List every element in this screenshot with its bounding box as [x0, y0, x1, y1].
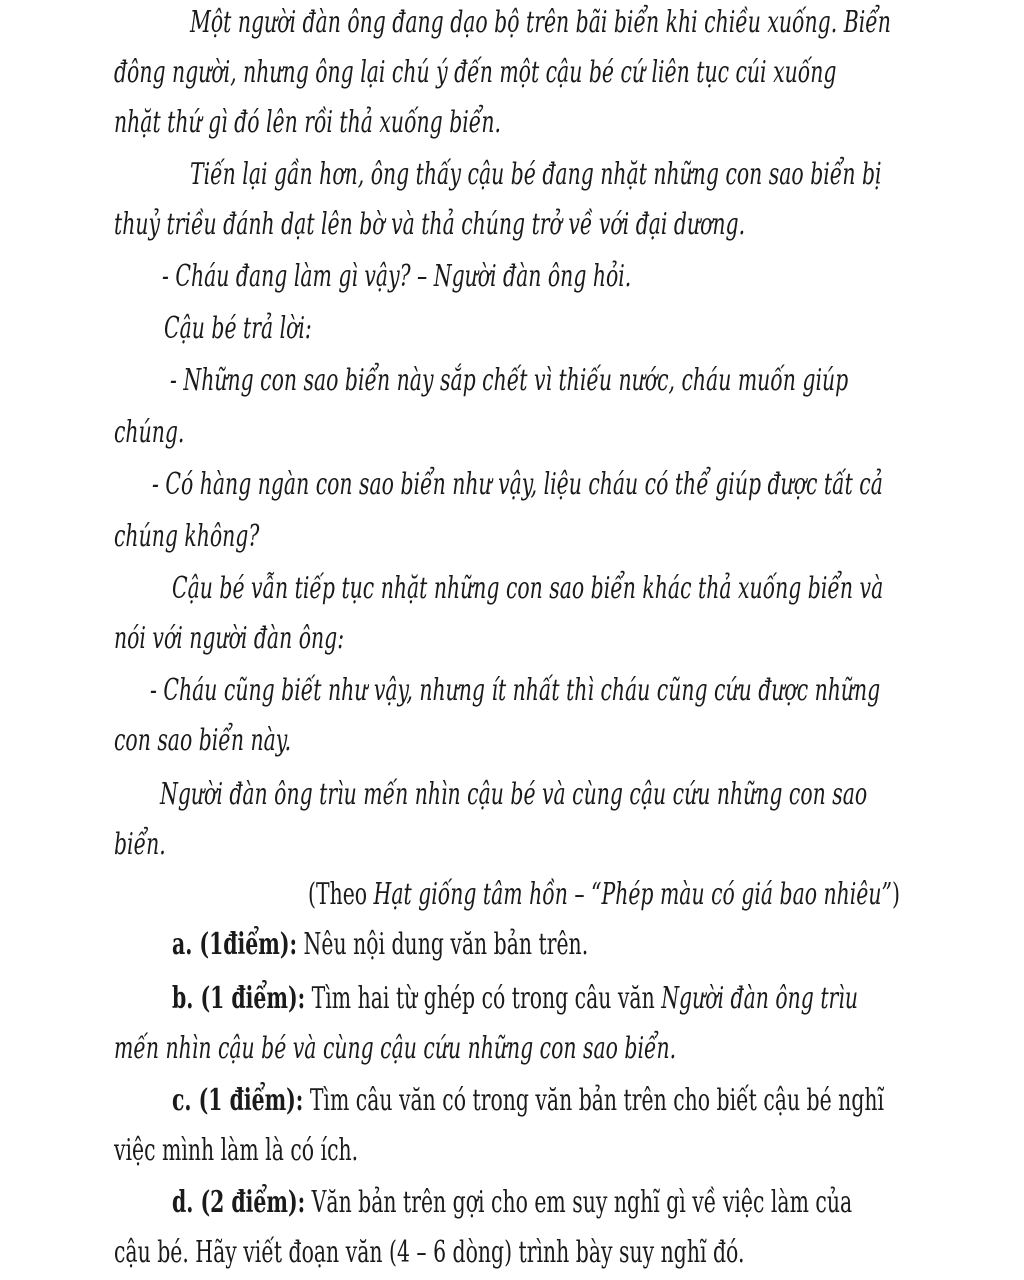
question-b-label: b. (1 điểm):	[172, 981, 306, 1016]
question-d-label: d. (2 điểm):	[172, 1185, 306, 1220]
question-a-text: Nêu nội dung văn bản trên.	[297, 927, 589, 962]
story-line: nhặt thứ gì đó lên rồi thả xuống biển.	[114, 105, 501, 140]
question-b-quote-cont: mến nhìn cậu bé và cùng cậu cứu những con sao biển.	[114, 1031, 677, 1066]
dialogue-line: - Cháu đang làm gì vậy? – Người đàn ông hỏi.	[162, 259, 632, 294]
question-b-quote: Người đàn ông trìu	[661, 981, 858, 1016]
story-line: biển.	[114, 827, 166, 862]
dialogue-line: chúng.	[114, 415, 185, 450]
story-line: Người đàn ông trìu mến nhìn cậu bé và cùng cậu cứu những con sao	[160, 777, 868, 812]
story-line: Cậu bé trả lời:	[164, 311, 312, 346]
dialogue-line: chúng không?	[114, 519, 260, 554]
dialogue-line: - Có hàng ngàn con sao biển như vậy, liệu cháu có thể giúp được tất cả	[152, 467, 883, 502]
question-b-text: Tìm hai từ ghép có trong câu văn	[305, 981, 662, 1016]
question-c-cont: việc mình làm là có ích.	[114, 1133, 359, 1168]
dialogue-line: - Những con sao biển này sắp chết vì thiếu nước, cháu muốn giúp	[170, 363, 849, 398]
story-line: nói với người đàn ông:	[114, 621, 345, 656]
question-d-cont: cậu bé. Hãy viết đoạn văn (4 – 6 dòng) trình bày suy nghĩ đó.	[114, 1235, 745, 1270]
source-book: Hạt giống tâm hồn	[373, 877, 568, 912]
dialogue-line: con sao biển này.	[114, 723, 292, 758]
story-line: Cậu bé vẫn tiếp tục nhặt những con sao biển khác thả xuống biển và	[172, 571, 884, 606]
story-line: đông người, nhưng ông lại chú ý đến một cậu bé cứ liên tục cúi xuống	[114, 55, 837, 90]
question-d	[172, 1180, 852, 1226]
document-page	[114, 0, 952, 1280]
story-line: Tiến lại gần hơn, ông thấy cậu bé đang nhặt những con sao biển bị	[190, 157, 882, 192]
source-chapter: “Phép màu có giá bao nhiêu”	[591, 877, 892, 912]
question-c	[172, 1078, 884, 1124]
source-suffix: )	[891, 877, 900, 912]
question-d-text: Văn bản trên gợi cho em suy nghĩ gì về việc làm của	[305, 1185, 853, 1220]
source-prefix: (Theo	[308, 877, 374, 912]
story-line: thuỷ triều đánh dạt lên bờ và thả chúng trở về với đại dương.	[114, 207, 746, 242]
story-line: Một người đàn ông đang dạo bộ trên bãi biển khi chiều xuống. Biển	[190, 5, 891, 40]
question-a	[172, 922, 588, 968]
question-c-label: c. (1 điểm):	[172, 1083, 304, 1118]
question-c-text: Tìm câu văn có trong văn bản trên cho biết cậu bé nghĩ	[303, 1083, 885, 1118]
dialogue-line: - Cháu cũng biết như vậy, nhưng ít nhất thì cháu cũng cứu được những	[150, 673, 881, 708]
source-dash: –	[567, 877, 592, 912]
question-b	[172, 976, 858, 1022]
source-citation	[308, 872, 900, 918]
question-a-label: a. (1điểm):	[172, 927, 298, 962]
